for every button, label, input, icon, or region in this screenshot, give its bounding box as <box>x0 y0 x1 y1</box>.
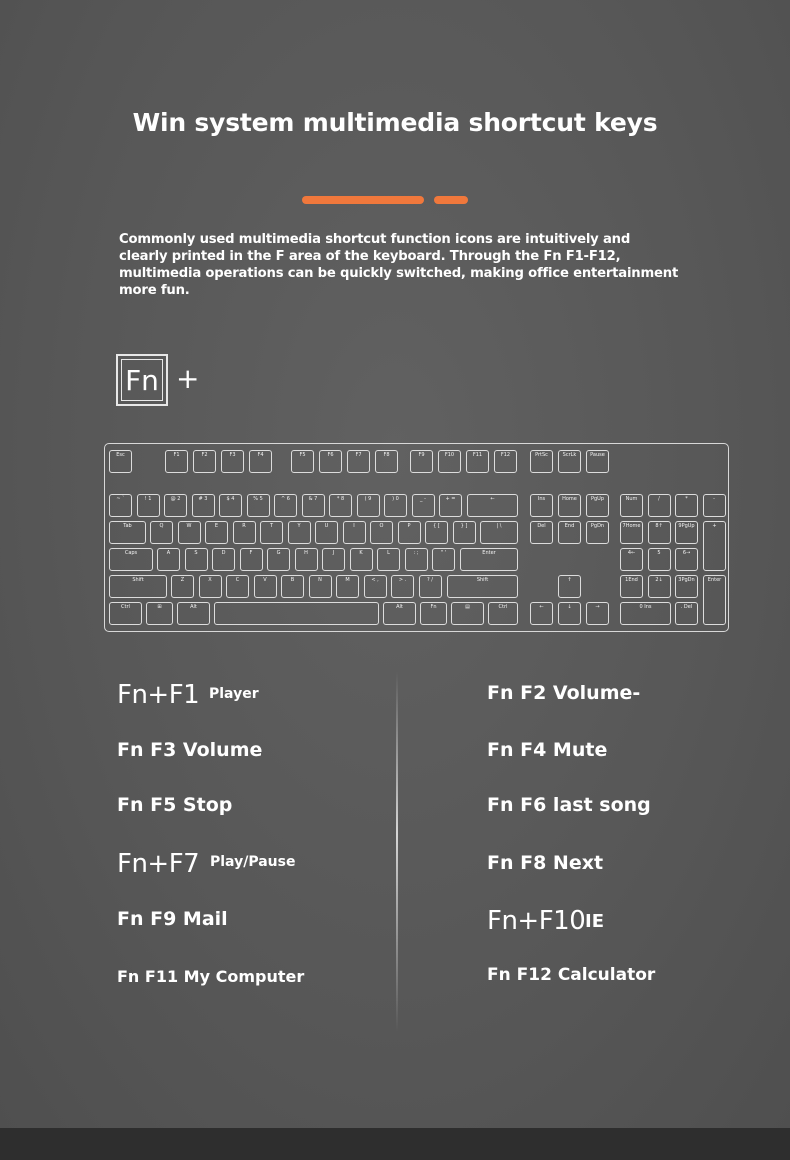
page-title: Win system multimedia shortcut keys <box>132 108 658 137</box>
keyboard-key: G <box>267 548 290 571</box>
fn-key-label: Fn <box>121 359 163 401</box>
keyboard-key: F12 <box>494 450 517 473</box>
keyboard-key: | \ <box>480 521 518 544</box>
keyboard-key: 4← <box>620 548 643 571</box>
keyboard-key: " ' <box>432 548 455 571</box>
column-divider <box>396 672 398 1032</box>
keyboard-key: Num <box>620 494 643 517</box>
keyboard-key: Caps <box>109 548 153 571</box>
keyboard-key: { [ <box>425 521 448 544</box>
shortcut-fn-f2: Fn F2 Volume- <box>487 682 641 704</box>
keyboard-key: F <box>240 548 263 571</box>
fn-key-icon <box>116 354 168 406</box>
keyboard-key: PrtSc <box>530 450 553 473</box>
keyboard-key: F8 <box>375 450 398 473</box>
keyboard-outline-illustration <box>104 443 729 632</box>
keyboard-key: D <box>212 548 235 571</box>
keyboard-key: $ 4 <box>219 494 242 517</box>
keyboard-key: 5 <box>648 548 671 571</box>
shortcut-fn-f12: Fn F12 Calculator <box>487 965 656 985</box>
keyboard-key: R <box>233 521 256 544</box>
keyboard-key: Tab <box>109 521 146 544</box>
shortcut-fn-f10-combo: Fn+F10 <box>487 906 586 936</box>
bottom-band <box>0 1128 790 1160</box>
keyboard-key: Del <box>530 521 553 544</box>
keyboard-key: P <box>398 521 421 544</box>
keyboard-key: ~ ` <box>109 494 132 517</box>
shortcut-fn-f11: Fn F11 My Computer <box>117 967 305 986</box>
keyboard-key: Fn <box>420 602 447 625</box>
plus-sign: + <box>176 362 200 395</box>
keyboard-key: T <box>260 521 283 544</box>
keyboard-key: K <box>350 548 373 571</box>
description-text: Commonly used multimedia shortcut function icons are intuitively and clearly printed in the F area of the keyboard. Through the Fn F1-F12, multimedia operations can be quickly switched, making office entertainment more fun. <box>119 232 679 298</box>
keyboard-key: A <box>157 548 180 571</box>
keyboard-key: 7Home <box>620 521 643 544</box>
keyboard-key: > . <box>391 575 414 598</box>
keyboard-key: ← <box>467 494 518 517</box>
keyboard-key: F1 <box>165 450 188 473</box>
keyboard-key: Shift <box>109 575 167 598</box>
shortcut-fn-f1-combo: Fn+F1 <box>117 680 200 710</box>
shortcut-fn-f4: Fn F4 Mute <box>487 739 608 761</box>
keyboard-key: + = <box>439 494 462 517</box>
keyboard-key: V <box>254 575 277 598</box>
keyboard-key: _ - <box>412 494 435 517</box>
keyboard-key: F4 <box>249 450 272 473</box>
keyboard-key: Ctrl <box>488 602 518 625</box>
keyboard-key: 1End <box>620 575 643 598</box>
keyboard-key: + <box>703 521 726 571</box>
keyboard-key: PgUp <box>586 494 609 517</box>
keyboard-key: M <box>336 575 359 598</box>
keyboard-key: I <box>343 521 366 544</box>
shortcut-fn-f1-label: Player <box>209 686 259 702</box>
keyboard-key: J <box>322 548 345 571</box>
keyboard-key: 9PgUp <box>675 521 698 544</box>
keyboard-key: ⊞ <box>146 602 173 625</box>
keyboard-key: Shift <box>447 575 518 598</box>
keyboard-key: . Del <box>675 602 698 625</box>
shortcut-fn-f9: Fn F9 Mail <box>117 908 228 930</box>
keyboard-key: 8↑ <box>648 521 671 544</box>
accent-bar-long <box>302 196 424 204</box>
shortcut-fn-f3: Fn F3 Volume <box>117 739 263 761</box>
keyboard-key: O <box>370 521 393 544</box>
keyboard-key: F7 <box>347 450 370 473</box>
keyboard-key: 0 Ins <box>620 602 671 625</box>
keyboard-key: 6→ <box>675 548 698 571</box>
keyboard-key: Pause <box>586 450 609 473</box>
keyboard-key: Esc <box>109 450 132 473</box>
keyboard-key: : ; <box>405 548 428 571</box>
keyboard-key: F6 <box>319 450 342 473</box>
keyboard-key: ← <box>530 602 553 625</box>
keyboard-key: N <box>309 575 332 598</box>
keyboard-key: * 8 <box>329 494 352 517</box>
accent-bar-short <box>434 196 468 204</box>
shortcut-fn-f6: Fn F6 last song <box>487 794 651 816</box>
keyboard-key: Enter <box>460 548 518 571</box>
keyboard-key: ScrLk <box>558 450 581 473</box>
keyboard-key: ↓ <box>558 602 581 625</box>
keyboard-key: Q <box>150 521 173 544</box>
keyboard-key: 2↓ <box>648 575 671 598</box>
shortcut-fn-f10-label: IE <box>585 911 604 932</box>
keyboard-key: Y <box>288 521 311 544</box>
shortcut-fn-f7-label: Play/Pause <box>210 854 296 870</box>
keyboard-key: F10 <box>438 450 461 473</box>
keyboard-key: S <box>185 548 208 571</box>
keyboard-key: H <box>295 548 318 571</box>
keyboard-key: Enter <box>703 575 726 625</box>
keyboard-key: C <box>226 575 249 598</box>
keyboard-key: ↑ <box>558 575 581 598</box>
keyboard-key: PgDn <box>586 521 609 544</box>
keyboard-key: F11 <box>466 450 489 473</box>
keyboard-key: & 7 <box>302 494 325 517</box>
keyboard-key: } ] <box>453 521 476 544</box>
keyboard-key: % 5 <box>247 494 270 517</box>
keyboard-key: L <box>377 548 400 571</box>
keyboard-key <box>214 602 379 625</box>
keyboard-key: F5 <box>291 450 314 473</box>
keyboard-key: ▤ <box>451 602 484 625</box>
keyboard-key: F3 <box>221 450 244 473</box>
keyboard-key: Alt <box>177 602 210 625</box>
keyboard-key: Z <box>171 575 194 598</box>
keyboard-key: B <box>281 575 304 598</box>
keyboard-key: 3PgDn <box>675 575 698 598</box>
keyboard-key: - <box>703 494 726 517</box>
keyboard-key: Ctrl <box>109 602 142 625</box>
keyboard-key: W <box>178 521 201 544</box>
keyboard-key: U <box>315 521 338 544</box>
keyboard-key: < , <box>364 575 387 598</box>
keyboard-key: * <box>675 494 698 517</box>
keyboard-key: ? / <box>419 575 442 598</box>
shortcut-fn-f5: Fn F5 Stop <box>117 794 233 816</box>
keyboard-key: End <box>558 521 581 544</box>
keyboard-key: ! 1 <box>137 494 160 517</box>
keyboard-key: ) 0 <box>384 494 407 517</box>
keyboard-key: E <box>205 521 228 544</box>
keyboard-key: ( 9 <box>357 494 380 517</box>
shortcut-fn-f8: Fn F8 Next <box>487 852 604 874</box>
keyboard-key: ^ 6 <box>274 494 297 517</box>
keyboard-key: F2 <box>193 450 216 473</box>
keyboard-key: Ins <box>530 494 553 517</box>
keyboard-key: F9 <box>410 450 433 473</box>
keyboard-key: Alt <box>383 602 416 625</box>
keyboard-key: Home <box>558 494 581 517</box>
keyboard-key: / <box>648 494 671 517</box>
keyboard-key: # 3 <box>192 494 215 517</box>
shortcut-fn-f7-combo: Fn+F7 <box>117 849 200 879</box>
keyboard-key: → <box>586 602 609 625</box>
keyboard-key: X <box>199 575 222 598</box>
keyboard-key: @ 2 <box>164 494 187 517</box>
